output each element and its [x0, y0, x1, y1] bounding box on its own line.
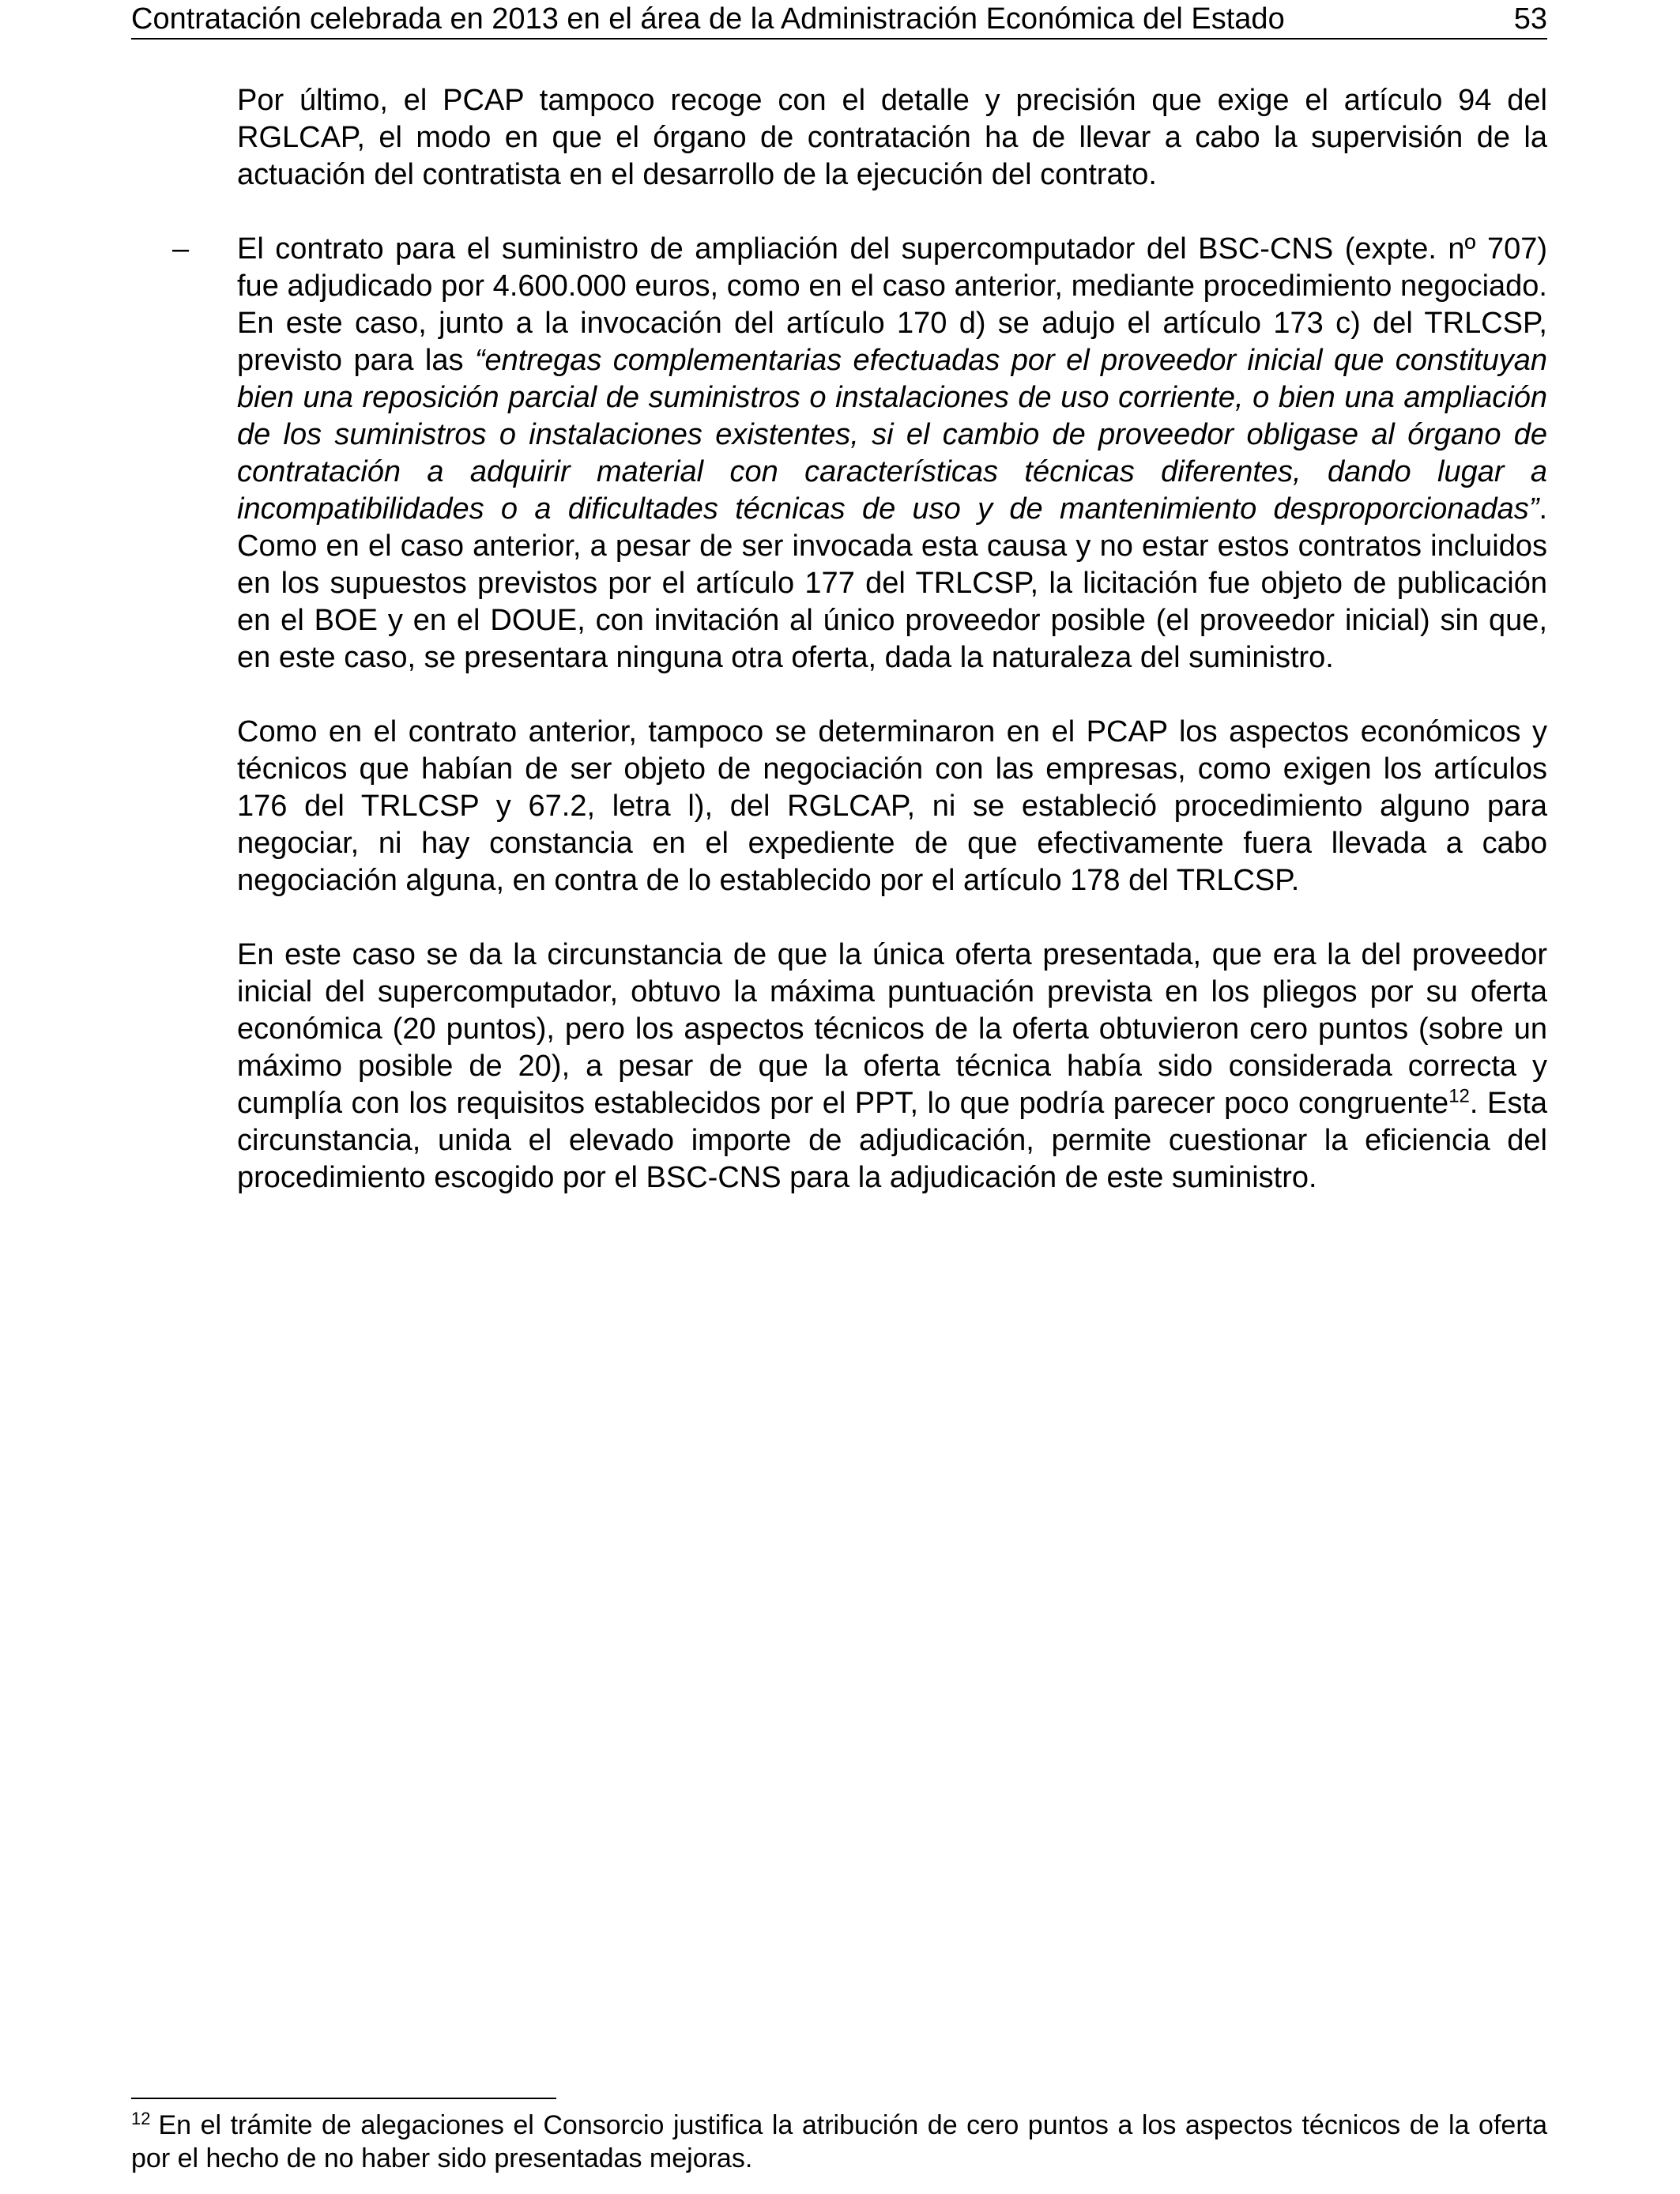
paragraph: Por último, el PCAP tampoco recoge con el detalle y precisión que exige el artículo 94 del RGLCAP, el modo en que el órgano de contratación ha de llevar a cabo la supervisión de la actuación del contratista en el desarrollo de la ejecución del contrato.: [237, 84, 1547, 191]
paragraph: Como en el contrato anterior, tampoco se determinaron en el PCAP los aspectos económicos y técnicos que habían de ser objeto de negociación con las empresas, como exigen los artículos 176 del TRLCSP y 67.2, letra l), del RGLCAP, ni se estableció procedimiento alguno para negociar, ni hay constancia en el expediente de que efectivamente fuera llevada a cabo negociación alguna, en contra de lo establecido por el artículo 178 del TRLCSP.: [237, 715, 1547, 897]
paragraph-text: . Esta circunstancia, unida el elevado importe de adjudicación, permite cuestionar la eficiencia del procedimiento escogido por el BSC-CNS para la adjudicación de este suministro.: [237, 1087, 1548, 1194]
page-number: 53: [1513, 2, 1547, 36]
page-header: [131, 0, 1547, 40]
paragraph-text: En este caso se da la circunstancia de que la única oferta presentada, que era la del proveedor inicial del supercomputador, obtuvo la máxima puntuación prevista en los pliegos por su oferta económica (20 puntos), pero los aspectos técnicos de la oferta obtuvieron cero puntos (sobre un máximo posible de 20), a pesar de que la oferta técnica había sido considerada correcta y cumplía con los requisitos establecidos por el PPT, lo que podría parecer poco congruente: [237, 938, 1547, 1120]
paragraph-text: El contrato para el suministro de ampliación del supercomputador del BSC-CNS (expte. nº 707) fue adjudicado por 4.600.000 euros, como en el caso anterior, mediante procedimiento negociado. En este caso, junto a la invocación del artículo 170 d) se adujo el artículo 173 c) del TRLCSP, previsto para las: [237, 232, 1547, 377]
document-body: [172, 82, 1548, 1234]
footnote-text: En el trámite de alegaciones el Consorcio justifica la atribución de cero puntos a los aspectos técnicos de la oferta por el hecho de no haber sido presentadas mejoras.: [131, 2110, 1547, 2173]
footnote-number: 12: [131, 2108, 151, 2128]
footnote-reference[interactable]: 12: [1448, 1085, 1470, 1107]
dash-bullet-icon: –: [172, 232, 190, 266]
header-title: Contratación celebrada en 2013 en el área de la Administración Económica del Estado: [131, 2, 1285, 36]
legal-quote: “entregas complementarias efectuadas por el proveedor inicial que constituyan bien una reposición parcial de suministros o instalaciones de uso corriente, o bien una ampliación de los suministros o instalaciones existentes, si el cambio de proveedor obligase al órgano de contratación a adquirir material con características técnicas diferentes, dando lugar a incompatibilidades o a dificultades técnicas de uso y de mantenimiento desproporcionadas”: [237, 344, 1547, 526]
footnote: [131, 2109, 1547, 2175]
paragraph-text: . Como en el caso anterior, a pesar de ser invocada esta causa y no estar estos contratos incluidos en los supuestos previstos por el artículo 177 del TRLCSP, la licitación fue objeto de publicación en el BOE y en el DOUE, con invitación al único proveedor posible (el proveedor inicial) sin que, en este caso, se presentara ninguna otra oferta, dada la naturaleza del suministro.: [237, 492, 1547, 674]
paragraph: [237, 937, 1547, 1197]
bullet-paragraph: [172, 231, 1547, 677]
footnote-separator: [131, 2098, 556, 2099]
